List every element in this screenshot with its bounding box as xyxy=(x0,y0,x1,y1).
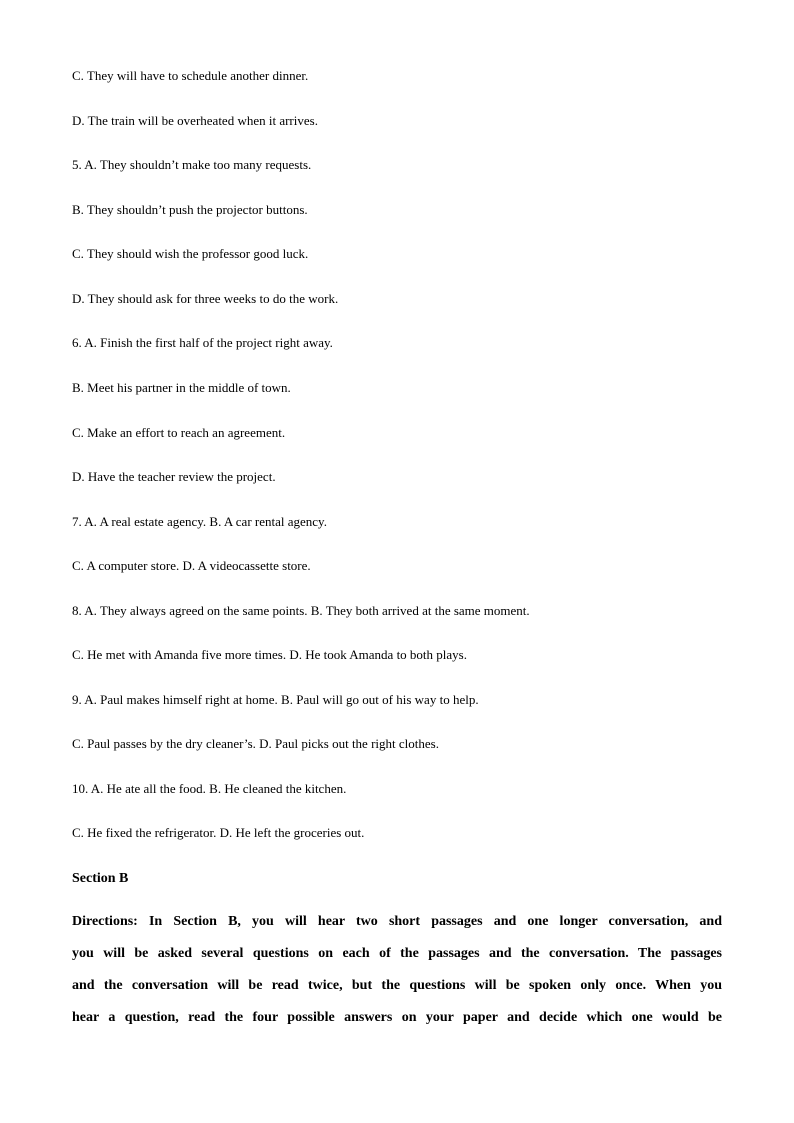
option-line: 9. A. Paul makes himself right at home. B. Paul will go out of his way to help. xyxy=(72,692,479,707)
option-line: C. A computer store. D. A videocassette store. xyxy=(72,558,311,573)
directions-line: Directions: In Section B, you will hear two short passages and one longer conversation, and xyxy=(72,914,722,929)
option-line: 6. A. Finish the first half of the project right away. xyxy=(72,335,333,350)
directions-line: hear a question, read the four possible answers on your paper and decide which one would be xyxy=(72,1010,722,1025)
option-line: D. Have the teacher review the project. xyxy=(72,469,276,484)
section-b-directions xyxy=(72,914,722,1042)
directions-line: and the conversation will be read twice, but the questions will be spoken only once. When you xyxy=(72,978,722,993)
option-line: D. The train will be overheated when it arrives. xyxy=(72,113,318,128)
option-line: 8. A. They always agreed on the same points. B. They both arrived at the same moment. xyxy=(72,603,530,618)
option-line: D. They should ask for three weeks to do the work. xyxy=(72,291,339,306)
option-line: C. Paul passes by the dry cleaner’s. D. Paul picks out the right clothes. xyxy=(72,736,439,751)
option-line: C. They should wish the professor good luck. xyxy=(72,246,309,261)
option-line: 10. A. He ate all the food. B. He cleaned the kitchen. xyxy=(72,781,347,796)
option-line: C. They will have to schedule another dinner. xyxy=(72,68,309,83)
section-b-heading: Section B xyxy=(72,871,129,886)
option-line: C. He met with Amanda five more times. D. He took Amanda to both plays. xyxy=(72,647,467,662)
directions-line: you will be asked several questions on each of the passages and the conversation. The passages xyxy=(72,946,722,961)
option-line: 5. A. They shouldn’t make too many requests. xyxy=(72,157,312,172)
option-line: C. He fixed the refrigerator. D. He left the groceries out. xyxy=(72,825,365,840)
option-line: B. Meet his partner in the middle of town. xyxy=(72,380,291,395)
option-line: 7. A. A real estate agency. B. A car rental agency. xyxy=(72,514,327,529)
option-line: B. They shouldn’t push the projector buttons. xyxy=(72,202,308,217)
option-line: C. Make an effort to reach an agreement. xyxy=(72,425,286,440)
